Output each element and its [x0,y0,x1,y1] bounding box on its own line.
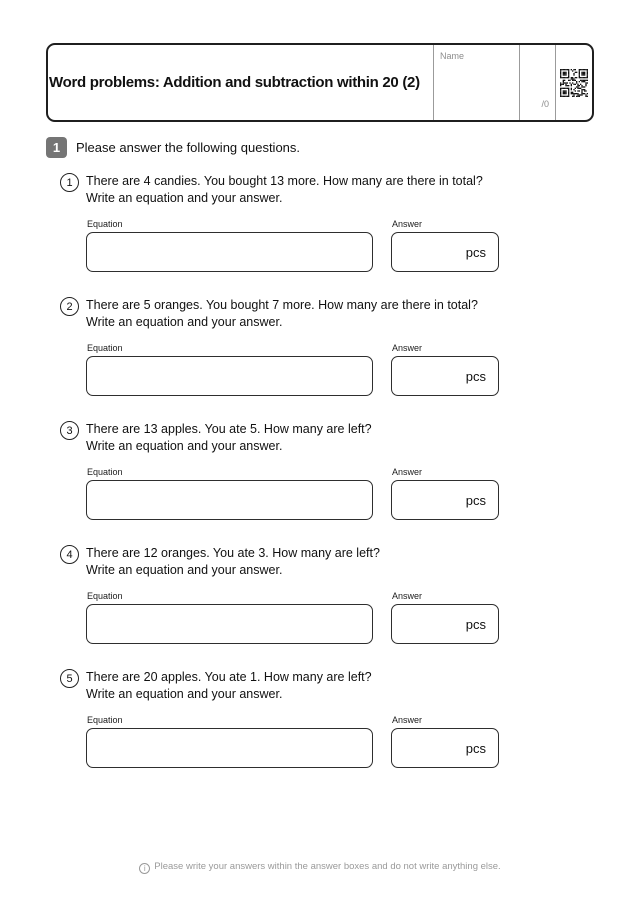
score-text: /0 [541,99,549,109]
info-icon: i [139,863,150,874]
question-text: There are 4 candies. You bought 13 more. How many are there in total? [86,174,483,188]
answer-input[interactable] [391,480,499,520]
equation-label: Equation [87,591,123,601]
qr-cell [555,45,592,120]
equation-input[interactable] [86,604,373,644]
worksheet-header [46,43,594,122]
question-text: There are 12 oranges. You ate 3. How many are left? [86,546,380,560]
footer-note [0,861,640,874]
unit-label: pcs [465,492,486,508]
question-5 [0,666,640,786]
unit-label: pcs [465,244,486,260]
question-number: 3 [60,421,79,440]
answer-label: Answer [392,343,423,353]
equation-field [86,715,373,768]
equation-field [86,343,373,396]
answer-input[interactable] [391,728,499,768]
answer-field [391,467,499,520]
answer-field [391,715,499,768]
answer-field [391,219,499,272]
answer-label: Answer [392,467,423,477]
equation-input[interactable] [86,232,373,272]
name-field[interactable] [433,45,519,120]
instruction-text: Please answer the following questions. [76,140,301,155]
unit-label: pcs [465,368,486,384]
name-label: Name [440,51,465,61]
equation-input[interactable] [86,480,373,520]
answer-label: Answer [392,219,423,229]
answer-label: Answer [392,715,423,725]
equation-field [86,467,373,520]
question-number: 1 [60,173,79,192]
equation-field [86,591,373,644]
equation-field [86,219,373,272]
question-1 [0,170,640,290]
question-4 [0,542,640,662]
title-cell [48,45,433,120]
question-text: There are 5 oranges. You bought 7 more. How many are there in total? [86,298,478,312]
equation-label: Equation [87,219,123,229]
question-3 [0,418,640,538]
question-subtext: Write an equation and your answer. [86,439,283,453]
score-cell [519,45,555,120]
equation-label: Equation [87,343,123,353]
answer-input[interactable] [391,232,499,272]
answer-label: Answer [392,591,423,601]
footer-text: Please write your answers within the answer boxes and do not write anything else. [154,861,501,872]
question-2 [0,294,640,414]
question-text: There are 13 apples. You ate 5. How many are left? [86,422,372,436]
question-subtext: Write an equation and your answer. [86,563,283,577]
equation-label: Equation [87,467,123,477]
equation-input[interactable] [86,728,373,768]
question-number: 5 [60,669,79,688]
equation-input[interactable] [86,356,373,396]
question-subtext: Write an equation and your answer. [86,315,283,329]
instruction-row [46,137,300,158]
section-number-badge: 1 [46,137,67,158]
question-number: 2 [60,297,79,316]
answer-field [391,343,499,396]
qr-code [560,69,588,97]
answer-input[interactable] [391,604,499,644]
answer-input[interactable] [391,356,499,396]
page-title: Word problems: Addition and subtraction within 20 (2) [49,74,420,91]
unit-label: pcs [465,740,486,756]
equation-label: Equation [87,715,123,725]
question-number: 4 [60,545,79,564]
question-subtext: Write an equation and your answer. [86,687,283,701]
question-text: There are 20 apples. You ate 1. How many are left? [86,670,372,684]
unit-label: pcs [465,616,486,632]
answer-field [391,591,499,644]
question-subtext: Write an equation and your answer. [86,191,283,205]
